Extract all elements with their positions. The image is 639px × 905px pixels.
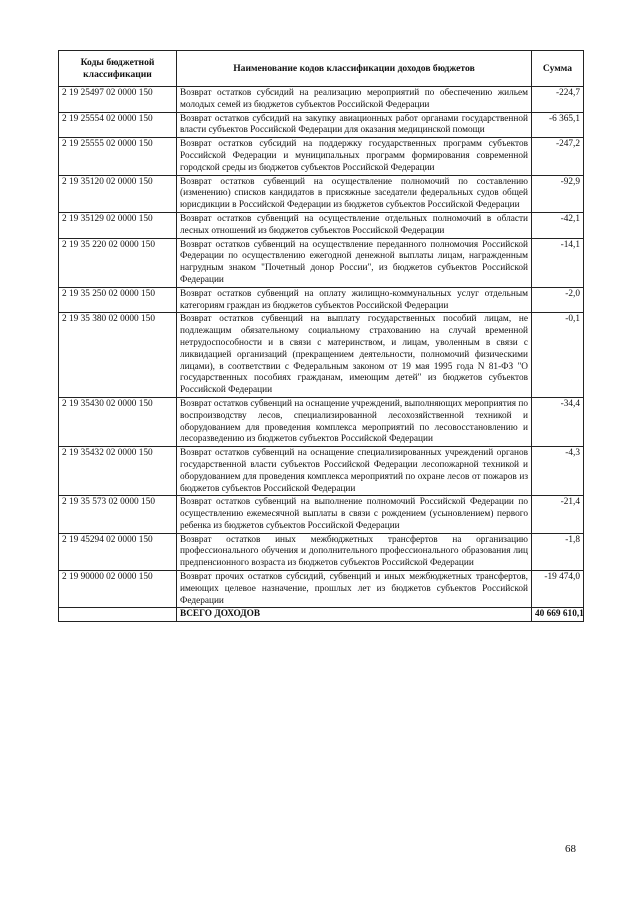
table-row	[59, 287, 584, 313]
table-row	[59, 533, 584, 570]
header-amount: Сумма	[532, 51, 584, 87]
header-code: Коды бюджетной классификации	[59, 51, 177, 87]
amount-cell: -92,9	[532, 175, 584, 212]
table-row	[59, 447, 584, 496]
code-cell: 2 19 35129 02 0000 150	[59, 212, 177, 238]
code-cell: 2 19 35 220 02 0000 150	[59, 238, 177, 287]
name-cell: Возврат остатков субвенций на осуществление отдельных полномочий в области лесных отношений из бюджетов субъектов Российской Федерации	[177, 212, 532, 238]
total-label: ВСЕГО ДОХОДОВ	[177, 608, 532, 622]
table-body	[59, 87, 584, 622]
name-cell: Возврат остатков субсидий на закупку авиационных работ органами государственной власти субъектов Российской Федерации для оказания медицинской помощи	[177, 112, 532, 138]
name-cell: Возврат остатков субсидий на поддержку государственных программ субъектов Российской Федерации и муниципальных программ формирования современной городской среды из бюджетов субъектов Российской Федерации	[177, 138, 532, 175]
amount-cell: -4,3	[532, 447, 584, 496]
amount-cell: -14,1	[532, 238, 584, 287]
amount-cell: -19 474,0	[532, 571, 584, 608]
code-cell: 2 19 35 380 02 0000 150	[59, 313, 177, 398]
name-cell: Возврат остатков субвенций на осуществление переданного полномочия Российской Федерации по осуществлению ежегодной денежной выплаты лицам, награжденным нагрудным знаком "Почетный донор России", из бюджетов субъектов Российской Федерации	[177, 238, 532, 287]
amount-cell: -42,1	[532, 212, 584, 238]
table-row	[59, 571, 584, 608]
code-cell: 2 19 25497 02 0000 150	[59, 87, 177, 113]
table-row	[59, 313, 584, 398]
amount-cell: -34,4	[532, 397, 584, 446]
name-cell: Возврат прочих остатков субсидий, субвенций и иных межбюджетных трансфертов, имеющих целевое назначение, прошлых лет из бюджетов субъектов Российской Федерации	[177, 571, 532, 608]
table-header-row	[59, 51, 584, 87]
amount-cell: -21,4	[532, 496, 584, 533]
amount-cell: -247,2	[532, 138, 584, 175]
revenue-table	[58, 50, 584, 622]
total-amount: 40 669 610,1	[532, 608, 584, 622]
table-row	[59, 496, 584, 533]
page-number: 68	[565, 843, 576, 855]
name-cell: Возврат остатков субвенций на выплату государственных пособий лицам, не подлежащим обязательному социальному страхованию на случай временной нетрудоспособности и в связи с материнством, и лицам, уволенным в связи с ликвидацией организаций (прекращением деятельности, полномочий физическими лицами), в соответствии с Федеральным законом от 19 мая 1995 года N 81-ФЗ "О государственных пособиях гражданам, имеющим детей" из бюджетов субъектов Российской Федерации	[177, 313, 532, 398]
name-cell: Возврат остатков субсидий на реализацию мероприятий по обеспечению жильем молодых семей из бюджетов субъектов Российской Федерации	[177, 87, 532, 113]
code-cell: 2 19 35120 02 0000 150	[59, 175, 177, 212]
code-cell: 2 19 35430 02 0000 150	[59, 397, 177, 446]
table-row	[59, 212, 584, 238]
name-cell: Возврат остатков субвенций на оснащение учреждений, выполняющих мероприятия по воспроизводству лесов, специализированной лесохозяйственной техникой и оборудованием для проведения комплекса мероприятий по лесовосстановлению и лесоразведению из бюджетов субъектов Российской Федерации	[177, 397, 532, 446]
name-cell: Возврат остатков субвенций на оплату жилищно-коммунальных услуг отдельным категориям граждан из бюджетов субъектов Российской Федерации	[177, 287, 532, 313]
table-row	[59, 87, 584, 113]
code-cell: 2 19 45294 02 0000 150	[59, 533, 177, 570]
header-name: Наименование кодов классификации доходов бюджетов	[177, 51, 532, 87]
amount-cell: -0,1	[532, 313, 584, 398]
total-code-cell	[59, 608, 177, 622]
total-row	[59, 608, 584, 622]
code-cell: 2 19 35 250 02 0000 150	[59, 287, 177, 313]
table-row	[59, 175, 584, 212]
amount-cell: -1,8	[532, 533, 584, 570]
code-cell: 2 19 90000 02 0000 150	[59, 571, 177, 608]
table-row	[59, 397, 584, 446]
name-cell: Возврат остатков субвенций на оснащение специализированных учреждений органов государственной власти субъектов Российской Федерации лесопожарной техникой и оборудованием для проведения комплекса мероприятий по охране лесов от пожаров из бюджетов субъектов Российской Федерации	[177, 447, 532, 496]
code-cell: 2 19 35432 02 0000 150	[59, 447, 177, 496]
name-cell: Возврат остатков иных межбюджетных трансфертов на организацию профессионального обучения и дополнительного профессионального образования лиц предпенсионного возраста из бюджетов субъектов Российской Федерации	[177, 533, 532, 570]
amount-cell: -2,0	[532, 287, 584, 313]
amount-cell: -6 365,1	[532, 112, 584, 138]
name-cell: Возврат остатков субвенций на выполнение полномочий Российской Федерации по осуществлению ежемесячной выплаты в связи с рождением (усыновлением) первого ребенка из бюджетов субъектов Российской Федерации	[177, 496, 532, 533]
code-cell: 2 19 25555 02 0000 150	[59, 138, 177, 175]
name-cell: Возврат остатков субвенций на осуществление полномочий по составлению (изменению) списков кандидатов в присяжные заседатели федеральных судов общей юрисдикции в Российской Федерации из бюджетов субъектов Российской Федерации	[177, 175, 532, 212]
amount-cell: -224,7	[532, 87, 584, 113]
table-row	[59, 238, 584, 287]
table-row	[59, 112, 584, 138]
table-row	[59, 138, 584, 175]
code-cell: 2 19 25554 02 0000 150	[59, 112, 177, 138]
code-cell: 2 19 35 573 02 0000 150	[59, 496, 177, 533]
